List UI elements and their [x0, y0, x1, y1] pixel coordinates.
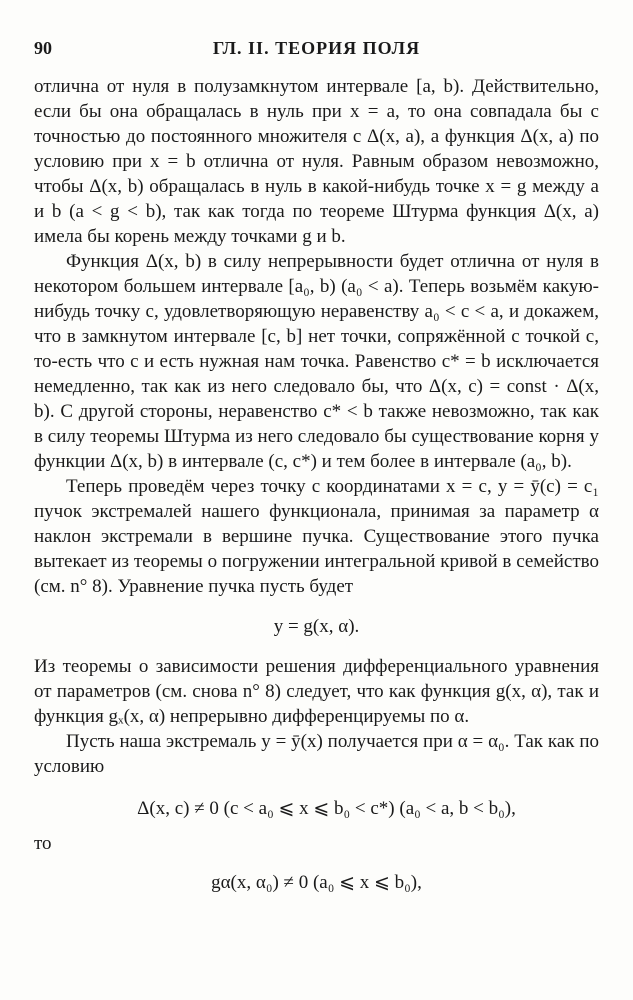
body-text: [34, 74, 599, 895]
paragraph: отлична от нуля в полузамкнутом интервале [a, b). Действительно, если бы она обращалась в нуль при x = a, то она совпадала бы с точностью до постоянного множителя с Δ(x, a), а функция Δ(x, a) по условию при x = b отлична от нуля. Равным образом невозможно, чтобы Δ(x, b) обращалась в нуль в какой-нибудь точке x = g между a и b (a < g < b), так как тогда по теореме Штурма функция Δ(x, a) имела бы корень между точками g и b.: [34, 76, 599, 247]
paragraph: Пусть наша экстремаль y = ȳ(x) получается при α = α₀. Так как по условию: [34, 731, 599, 777]
paragraph: Из теоремы о зависимости решения дифференциального уравнения от параметров (см. снова n° 8) следует, что как функция g(x, α), так и функция gₓ(x, α) непрерывно дифференцируемы по α.: [34, 656, 599, 727]
paragraph: Функция Δ(x, b) в силу непрерывности будет отлична от нуля в некотором большем интервале [a₀, b) (a₀ < a). Теперь возьмём какую-нибудь точку c, удовлетворяющую неравенству a₀ < c < a, и докажем, что в замкнутом интервале [c, b] нет точки, сопряжённой с точкой c, то-есть что c и есть нужная нам точка. Равенство c* = b исключается немедленно, так как из него следовало бы, что Δ(x, c) = const · Δ(x, b). С другой стороны, неравенство c* < b также невозможно, так как в силу теоремы Штурма из него следовало бы существование корня у функции Δ(x, b) в интервале (c, c*) и тем более в интервале (a₀, b).: [34, 251, 599, 472]
running-title: ГЛ. II. ТЕОРИЯ ПОЛЯ: [212, 38, 421, 58]
formula: y = g(x, α).: [273, 616, 360, 637]
paragraph: Теперь проведём через точку с координатами x = c, y = ȳ(c) = c₁ пучок экстремалей нашего функционала, принимая за параметр α наклон экстремали в вершине пучка. Существование этого пучка вытекает из теоремы о погружении интегральной кривой в семейство (см. n° 8). Уравнение пучка пусть будет: [34, 476, 599, 597]
formula: Δ(x, c) ≠ 0 (c < a₀ ⩽ x ⩽ b₀ < c*) (a₀ < a, b < b₀),: [137, 798, 516, 819]
page-header: [34, 38, 599, 68]
connector-word: то: [34, 833, 52, 854]
formula: gα(x, α₀) ≠ 0 (a₀ ⩽ x ⩽ b₀),: [211, 872, 422, 893]
page-number: 90: [34, 38, 52, 58]
